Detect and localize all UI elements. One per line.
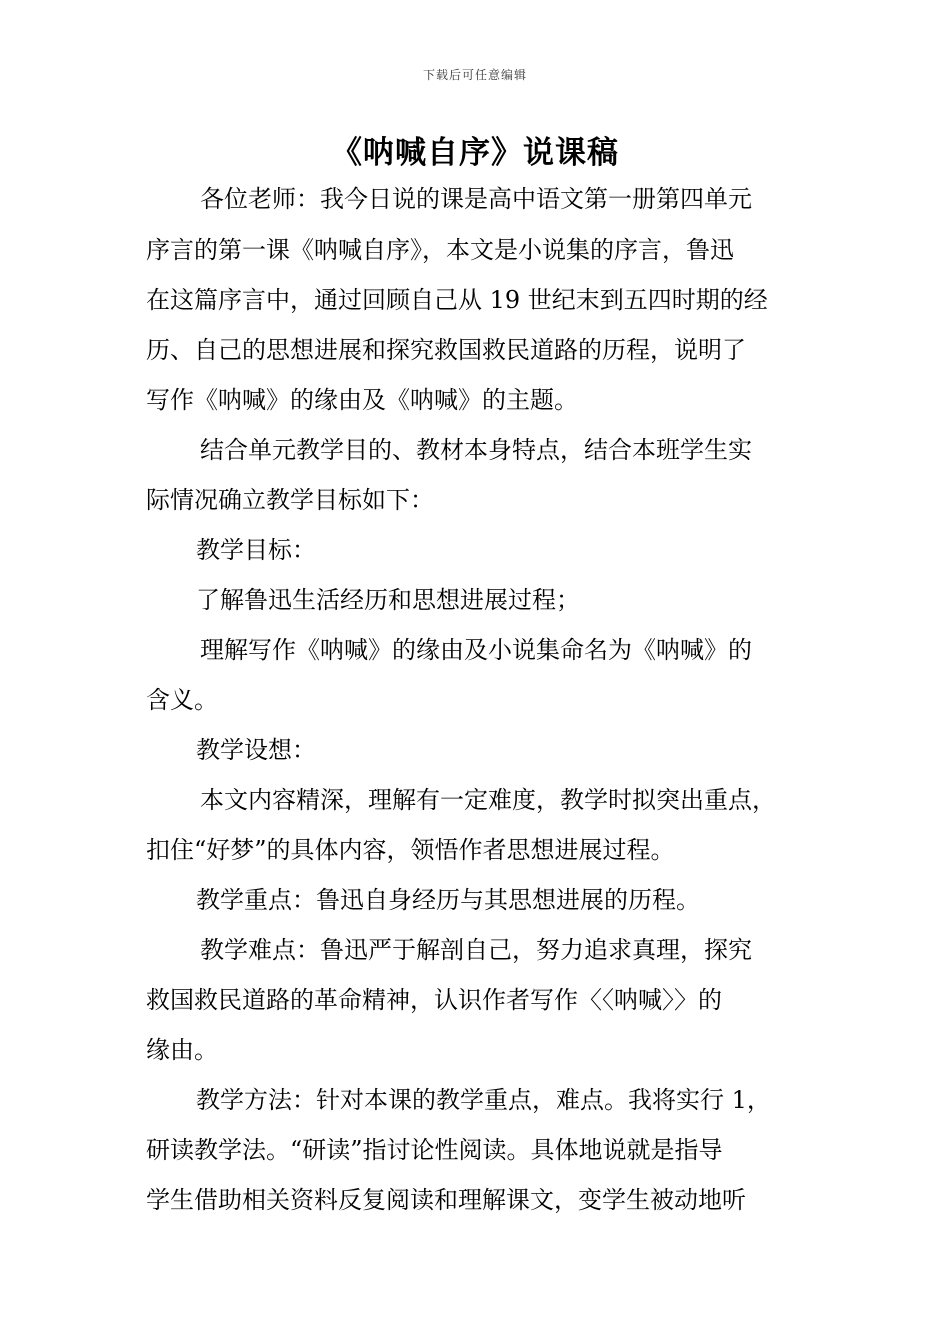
paragraph-line: 学生借助相关资料反复阅读和理解课文，变学生被动地听 (146, 1186, 746, 1214)
paragraph-line: 扣住“好梦”的具体内容，领悟作者思想进展过程。 (146, 836, 675, 864)
paragraph-line: 缘由。 (146, 1036, 218, 1064)
paragraph-line: 含义。 (146, 686, 218, 714)
paragraph-line: 教学方法：针对本课的教学重点，难点。我将实行 1， (196, 1086, 771, 1114)
section-heading: 教学目标： (196, 536, 316, 564)
paragraph-line: 各位老师：我今日说的课是高中语文第一册第四单元 (200, 185, 752, 213)
paragraph-line: 结合单元教学目的、教材本身特点，结合本班学生实 (200, 436, 752, 464)
paragraph-line: 写作《呐喊》的缘由及《呐喊》的主题。 (146, 386, 578, 414)
paragraph-line: 了解鲁迅生活经历和思想进展过程； (196, 586, 580, 614)
header-note: 下载后可任意编辑 (422, 68, 527, 82)
paragraph-line: 序言的第一课《呐喊自序》，本文是小说集的序言，鲁迅 (146, 236, 734, 264)
section-heading: 教学设想： (196, 736, 316, 764)
paragraph-line: 理解写作《呐喊》的缘由及小说集命名为《呐喊》的 (200, 636, 752, 664)
paragraph-line: 教学难点：鲁迅严于解剖自己，努力追求真理，探究 (200, 936, 752, 964)
paragraph-line: 际情况确立教学目标如下： (146, 486, 434, 514)
paragraph-line: 教学重点：鲁迅自身经历与其思想进展的历程。 (196, 886, 700, 914)
paragraph-line: 研读教学法。“研读”指讨论性阅读。具体地说就是指导 (146, 1136, 723, 1164)
paragraph-line: 历、自己的思想进展和探究救国救民道路的历程，说明了 (146, 336, 746, 364)
paragraph-line: 救国救民道路的革命精神，认识作者写作〈〈呐喊〉〉的 (146, 986, 722, 1014)
paragraph-line: 在这篇序言中，通过回顾自己从 19 世纪末到五四时期的经 (146, 286, 768, 314)
paragraph-line: 本文内容精深，理解有一定难度，教学时拟突出重点， (200, 786, 776, 814)
document-title: 《呐喊自序》说课稿 (331, 135, 619, 171)
